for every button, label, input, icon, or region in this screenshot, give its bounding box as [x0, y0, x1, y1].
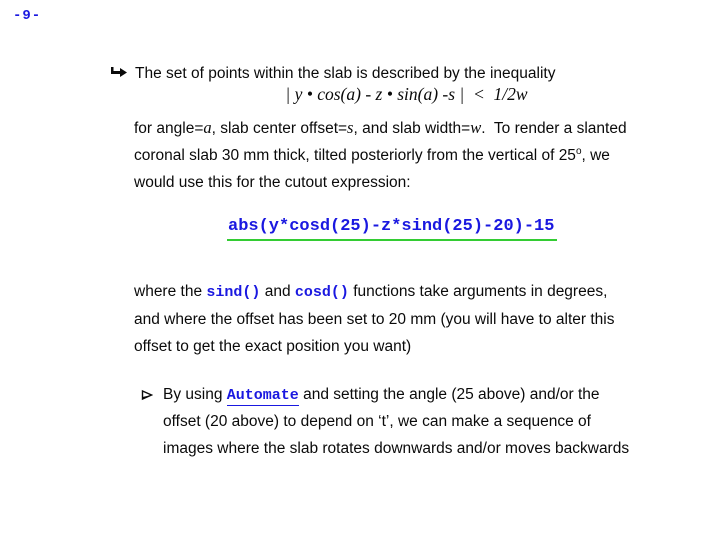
text-line: coronal slab 30 mm thick, tilted posteriorly from the vertical of 25$^o$, we [134, 145, 610, 164]
text-line: By using Automate and setting the angle (25 above) and/or the [163, 386, 600, 404]
bullet2-text [163, 381, 629, 462]
text-line: images where the slab rotates downwards and/or moves backwards [163, 440, 630, 457]
hollow-arrowhead-icon [141, 388, 153, 406]
slab-inequality-formula: | y • cos(a) - z • sin(a) -s | < 1/2w [285, 84, 528, 104]
text-line: and where the offset has been set to 20 mm (you will have to alter this [134, 311, 615, 328]
curved-right-arrow-icon [110, 65, 128, 83]
cutout-expression-code: abs(y*cosd(25)-z*sind(25)-20)-15 [227, 217, 557, 241]
text-line: for angle=a, slab center offset=s, and slab width=w. To render a slanted [134, 118, 627, 137]
text-line: where the sind() and cosd() functions take arguments in degrees, [134, 283, 608, 301]
automate-link[interactable]: Automate [226, 387, 299, 404]
bullet1-text: The set of points within the slab is described by the inequality [135, 65, 556, 82]
page-number: -9- [13, 8, 42, 24]
paragraph-sind-cosd [134, 278, 614, 360]
bullet-item-automate [141, 381, 629, 462]
bullet-item-inequality [110, 60, 555, 87]
paragraph-angle-offset-width [134, 114, 627, 196]
text-line: would use this for the cutout expression: [134, 174, 411, 191]
text-line: offset (20 above) to depend on ‘t’, we can make a sequence of [163, 413, 591, 430]
text-line: offset to get the exact position you want) [134, 338, 412, 355]
